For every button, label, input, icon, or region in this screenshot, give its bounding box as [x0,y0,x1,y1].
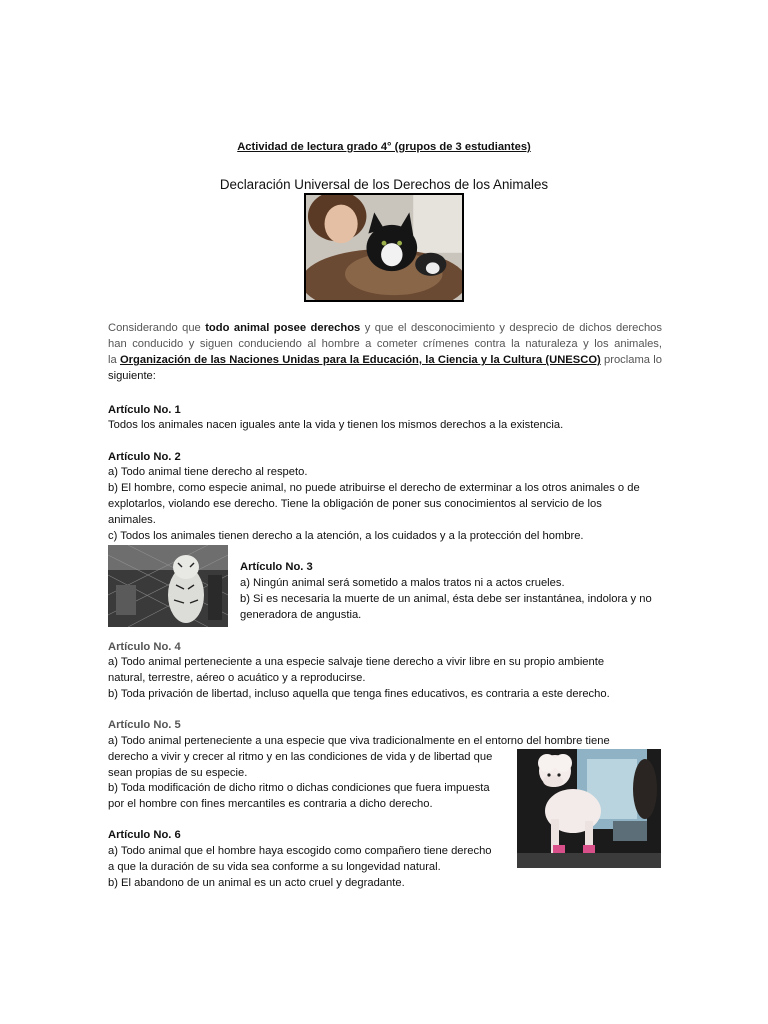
article-5-line: sean propias de su especie. [108,767,248,779]
article-3-line: b) Si es necesaria la muerte de un animal, ésta debe ser instantánea, indolora y no [240,593,652,605]
intro-line-4: siguiente: [108,370,156,382]
article-3-line: a) Ningún animal será sometido a malos tratos ni a actos crueles. [240,577,565,589]
article-2-line: explotarlos, violando ese derecho. Tiene la obligación de poner sus conocimientos al servicio de los [108,498,602,510]
intro-text: y que el desconocimiento y desprecio de dichos derechos [360,322,663,334]
article-4-line: b) Toda privación de libertad, incluso aquella que tenga fines educativos, es contraria a este derecho. [108,688,610,700]
article-4-title: Artículo No. 4 [108,641,181,653]
document-title: Declaración Universal de los Derechos de los Animales [219,177,549,192]
article-6-line: a que la duración de su vida sea conforme a su longevidad natural. [108,861,441,873]
intro-text: proclama lo [600,354,663,366]
unesco-link[interactable]: Organización de las Naciones Unidas para la Educación, la Ciencia y la Cultura (UNESCO) [119,354,601,366]
article-2-line: c) Todos los animales tienen derecho a la atención, a los cuidados y a la protección del hombre. [108,530,584,542]
intro-text: Considerando que [108,322,206,334]
activity-heading: Actividad de lectura grado 4° (grupos de 3 estudiantes) [237,141,531,153]
white-poodle-photo [517,749,661,868]
article-5-line: derecho a vivir y crecer al ritmo y en las condiciones de vida y de libertad que [108,751,493,763]
article-5-line: a) Todo animal perteneciente a una especie que viva tradicionalmente en el entorno del hombre tiene [108,735,610,747]
intro-line-3 [108,353,662,369]
article-5-line: b) Toda modificación de dicho ritmo o dichas condiciones que fuera impuesta [108,782,490,794]
article-2-line: a) Todo animal tiene derecho al respeto. [108,466,308,478]
white-tiger-photo [108,545,228,627]
article-1-line: Todos los animales nacen iguales ante la vida y tienen los mismos derechos a la existencia. [108,419,564,431]
article-5-line: por el hombre con fines mercantiles es contraria a dicho derecho. [108,798,433,810]
article-2-title: Artículo No. 2 [108,451,181,463]
article-2-line: b) El hombre, como especie animal, no puede atribuirse el derecho de exterminar a los otros animales o de [108,482,640,494]
intro-bold-text: todo animal posee derechos [205,322,361,334]
intro-text: la [108,354,120,366]
article-3-title: Artículo No. 3 [240,561,313,573]
article-5-title: Artículo No. 5 [108,719,181,731]
article-1-title: Artículo No. 1 [108,404,181,416]
intro-line-2: han conducido y siguen conduciendo al hombre a cometer crímenes contra la naturaleza y los animales, [108,338,662,350]
article-6-line: b) El abandono de un animal es un acto cruel y degradante. [108,877,405,889]
article-4-line: a) Todo animal perteneciente a una especie salvaje tiene derecho a vivir libre en su propio ambiente [108,656,605,668]
article-6-title: Artículo No. 6 [108,829,181,841]
article-4-line: natural, terrestre, aéreo o acuático y a reproducirse. [108,672,366,684]
article-6-line: a) Todo animal que el hombre haya escogido como compañero tiene derecho [108,845,492,857]
intro-line-1 [108,321,662,337]
girl-with-cat-photo [304,193,464,302]
article-3-line: generadora de angustia. [240,609,362,621]
article-2-line: animales. [108,514,156,526]
